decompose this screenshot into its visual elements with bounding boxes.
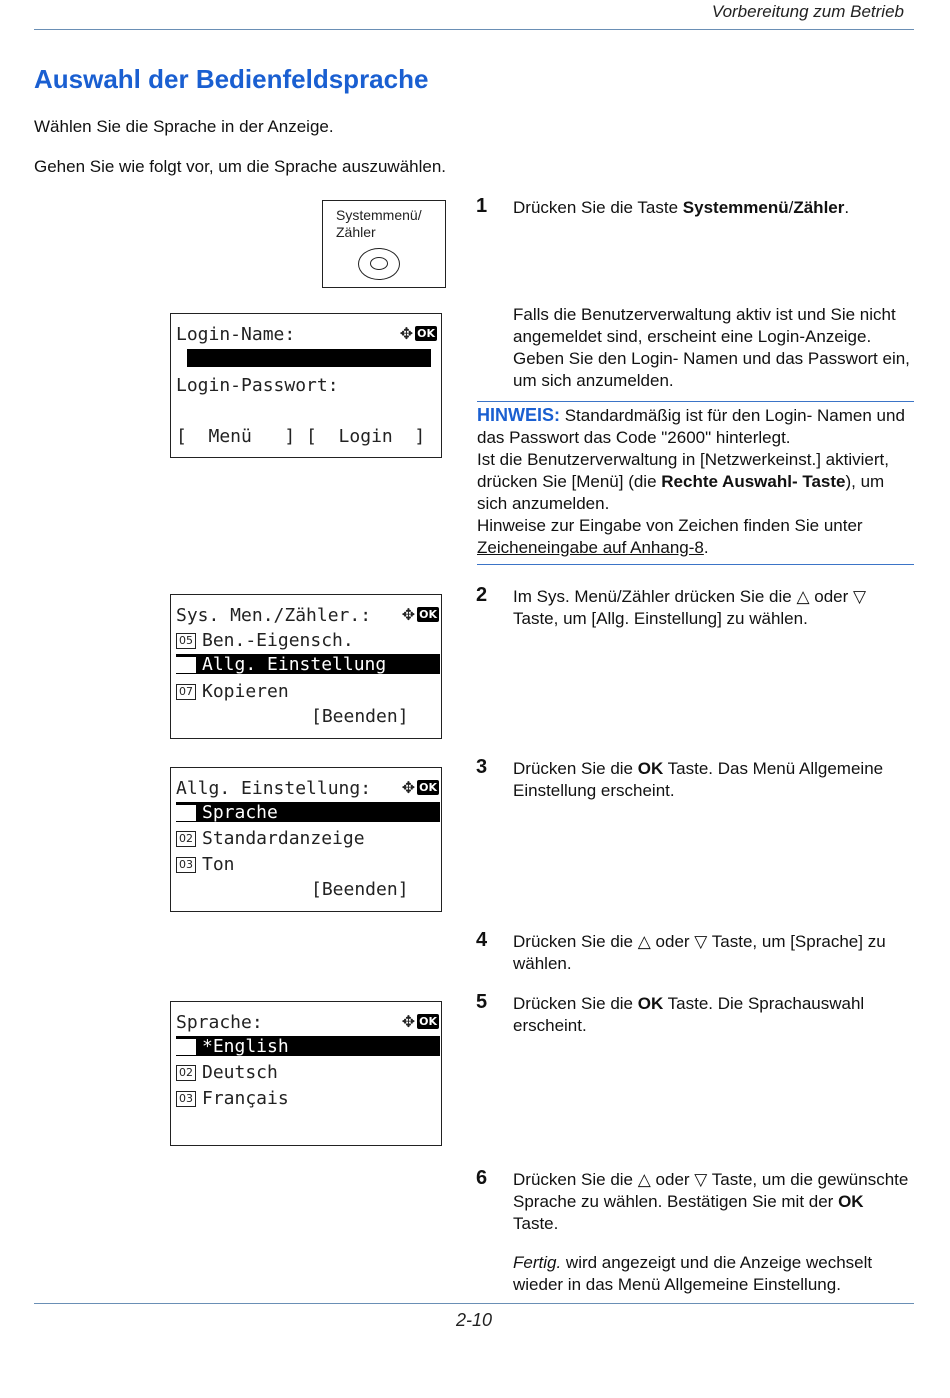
ok-indicator [402,778,439,797]
step-number-4: 4 [476,929,488,951]
menu-row: 02 Standardanzeige [176,828,365,849]
menu-row: 05 Ben.-Eigensch. [176,630,354,651]
end-softkey: [Beenden] [311,706,409,727]
intro-paragraph-2: Gehen Sie wie folgt vor, um die Sprache auszuwählen. [34,157,447,176]
intro-paragraph-1: Wählen Sie die Sprache in der Anzeige. [34,117,334,136]
ok-icon: OK [419,608,437,621]
note-box: HINWEIS: Standardmäßig ist für den Login- Namen und das Passwort das Code "2600" hinterlegt. Ist die Benutzerverwaltung in [Netzwerkeinst.] aktiviert, drücken Sie [Menü] (die Rechte Auswahl- Taste), um sich anzumelden. Hinweise zur Eingabe von Zeichen finden Sie unter Zeicheneingabe auf Anhang-8. [477,405,905,557]
running-header: Vorbereitung zum Betrieb [711,2,904,21]
step-6-result: Fertig. wird angezeigt und die Anzeige wechselt wieder in das Menü Allgemeine Einstellung. [513,1253,873,1294]
up-arrow-icon: △ [637,932,651,951]
up-arrow-icon: △ [796,587,810,606]
step-3-text: Drücken Sie die OK Taste. Das Menü Allgemeine Einstellung erscheint. [513,759,884,800]
move-arrows-icon: ✥ [399,324,414,343]
step-4-text: Drücken Sie die △ oder ▽ Taste, um [Sprache] zu wählen. [513,932,886,973]
key-label: Systemmenü/ Zähler [336,207,422,240]
down-arrow-icon: ▽ [694,932,708,951]
move-arrows-icon: ✥ [401,1012,416,1031]
step-6-text: Drücken Sie die △ oder ▽ Taste, um die gewünschte Sprache zu wählen. Bestätigen Sie mit der OK Taste. [513,1170,909,1233]
ok-indicator [402,1012,439,1031]
note-top-rule [477,401,914,402]
screen-title: Sys. Men./Zähler.: [176,605,372,626]
menu-row: 07 Kopieren [176,681,289,702]
ok-icon: OK [417,327,435,340]
system-menu-key-illustration [322,200,446,288]
move-arrows-icon: ✥ [401,778,416,797]
sys-menu-screen [170,594,442,739]
page-title: Auswahl der Bedienfeldsprache [34,64,429,94]
language-screen [170,1001,442,1146]
menu-row: 03 Ton [176,854,235,875]
step-number-5: 5 [476,991,488,1013]
menu-row: 03 Français [176,1088,289,1109]
screen-title: Sprache: [176,1012,263,1033]
header-rule [34,29,914,30]
menu-row: 02 Deutsch [176,1062,278,1083]
circle-button-icon [358,248,400,280]
footer-rule [34,1303,914,1304]
login-screen [170,313,442,458]
ok-icon: OK [419,1015,437,1028]
down-arrow-icon: ▽ [853,587,867,606]
ok-indicator [402,605,439,624]
login-password-label: Login-Passwort: [176,375,339,396]
general-settings-screen [170,767,442,912]
menu-row-selected: 01 *English [176,1036,440,1056]
appendix-link[interactable]: Zeicheneingabe auf Anhang-8 [477,538,704,557]
login-name-field [187,349,431,367]
up-arrow-icon: △ [637,1170,651,1189]
ok-indicator [400,324,437,343]
step-number-1: 1 [476,195,488,217]
end-softkey: [Beenden] [311,879,409,900]
note-bottom-rule [477,564,914,565]
move-arrows-icon: ✥ [401,605,416,624]
step-number-2: 2 [476,584,488,606]
login-softkeys: [ Menü ] [ Login ] [176,426,426,447]
login-info-text: Falls die Benutzerverwaltung aktiv ist und Sie nicht angemeldet sind, erscheint eine Login-Anzeige. Geben Sie den Login- Namen und das Passwort ein, um sich anzumelden. [513,305,910,390]
step-2-text: Im Sys. Menü/Zähler drücken Sie die △ oder ▽ Taste, um [Allg. Einstellung] zu wählen. [513,587,867,628]
page-number: 2-10 [456,1310,493,1330]
step-5-text: Drücken Sie die OK Taste. Die Sprachauswahl erscheint. [513,994,865,1035]
ok-icon: OK [419,781,437,794]
down-arrow-icon: ▽ [694,1170,708,1189]
step-number-6: 6 [476,1167,488,1189]
note-label: HINWEIS: [477,405,560,425]
login-name-label: Login-Name: [176,324,296,345]
menu-row-selected: 01 Sprache [176,802,440,822]
menu-row-selected: 06 Allg. Einstellung [176,654,440,674]
step-number-3: 3 [476,756,488,778]
step-1-text: Drücken Sie die Taste Systemmenü/Zähler. [513,198,850,217]
screen-title: Allg. Einstellung: [176,778,372,799]
